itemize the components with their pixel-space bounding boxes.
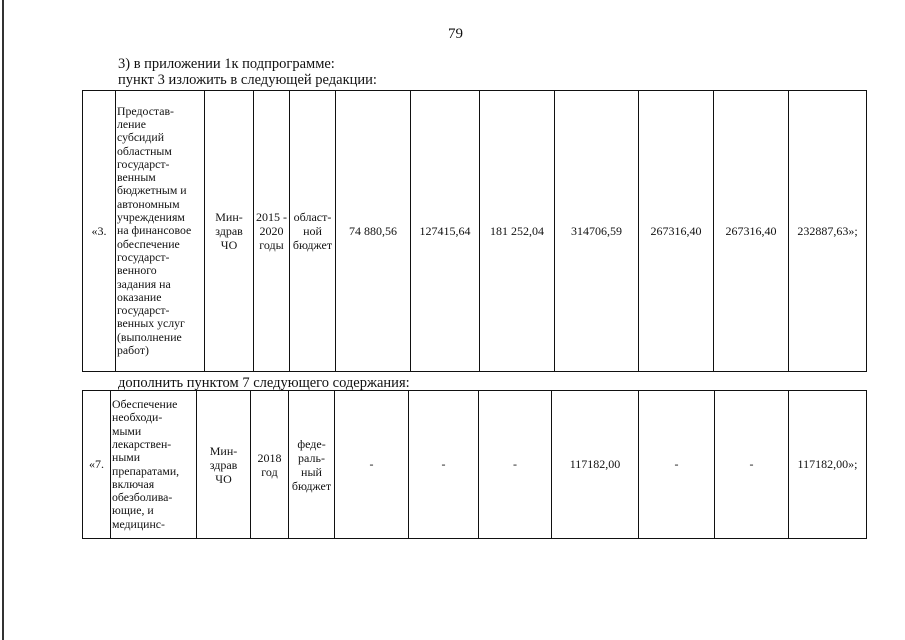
- row-value: 181 252,04: [480, 91, 555, 372]
- row-description: Обеспечение необходи- мыми лекарствен- ными препаратами, включая обезболива- ющие, и медицинс-: [111, 391, 197, 539]
- row-source: феде- раль- ный бюджет: [289, 391, 335, 539]
- row-description: Предостав- ление субсидий областным государст- венным бюджетным и автономным учреждениям на финансовое обеспечение государст- венного задания на оказание государст- венных услуг (выполнение работ): [116, 91, 205, 372]
- row-value-total: 232887,63»;: [789, 91, 867, 372]
- row-value: 267316,40: [639, 91, 714, 372]
- intro-line: 3) в приложении 1к подпрограмме:: [118, 56, 335, 72]
- subprogram-table-point3: [82, 90, 867, 372]
- row-number: «7.: [83, 391, 111, 539]
- row-value: 74 880,56: [336, 91, 411, 372]
- row-executor: Мин- здрав ЧО: [197, 391, 251, 539]
- row-period: 2018 год: [251, 391, 289, 539]
- table-row: [83, 391, 867, 539]
- row-value: 127415,64: [411, 91, 480, 372]
- row-value: -: [479, 391, 552, 539]
- row-number: «3.: [83, 91, 116, 372]
- row-period: 2015 - 2020 годы: [254, 91, 290, 372]
- row-value: 314706,59: [555, 91, 639, 372]
- point3-line: пункт 3 изложить в следующей редакции:: [118, 72, 377, 88]
- row-value: -: [409, 391, 479, 539]
- subprogram-table-point7: [82, 390, 867, 539]
- row-value: 267316,40: [714, 91, 789, 372]
- row-value: -: [715, 391, 789, 539]
- point7-line: дополнить пунктом 7 следующего содержания:: [118, 375, 410, 391]
- table-row: [83, 91, 867, 372]
- row-value-total: 117182,00»;: [789, 391, 867, 539]
- page-number: 79: [448, 26, 463, 42]
- row-value: -: [639, 391, 715, 539]
- row-value: -: [335, 391, 409, 539]
- scan-edge-line: [2, 0, 4, 640]
- row-value: 117182,00: [552, 391, 639, 539]
- row-source: област- ной бюджет: [290, 91, 336, 372]
- row-executor: Мин- здрав ЧО: [205, 91, 254, 372]
